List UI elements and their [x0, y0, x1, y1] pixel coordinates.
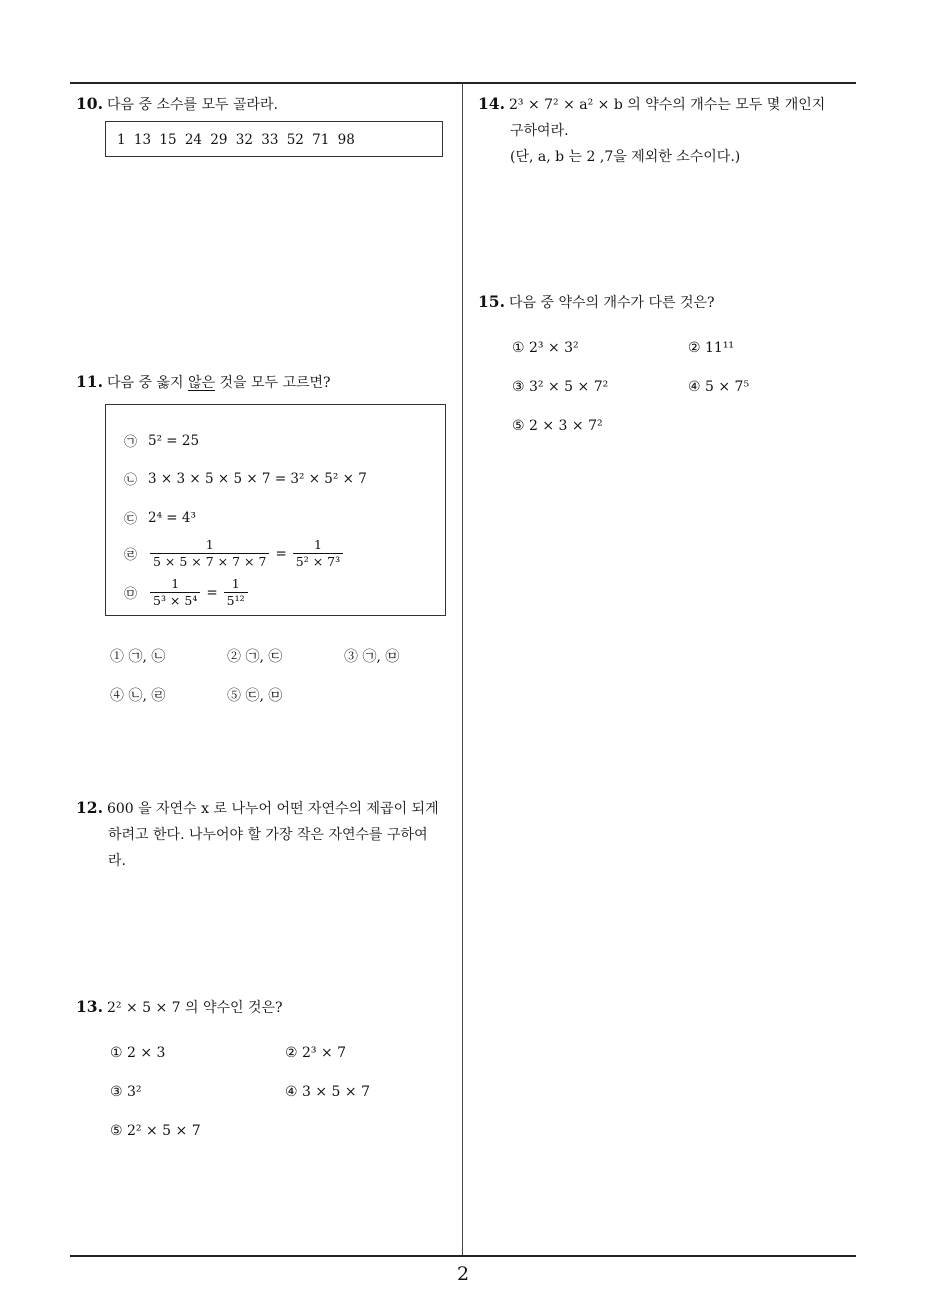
- statement-expression: 5² = 25: [148, 432, 200, 449]
- fraction-denominator: 5² × 7³: [293, 553, 343, 570]
- question-text: 다음 중 약수의 개수가 다른 것은?: [508, 295, 715, 311]
- question-number: 10.: [76, 94, 103, 113]
- top-rule: [70, 82, 856, 84]
- statement-mark: ㉤: [124, 587, 138, 602]
- answer-option-5[interactable]: ⑤ 2 × 3 × 7²: [512, 418, 603, 434]
- statement-d: [124, 537, 345, 570]
- question-13: [76, 994, 283, 1021]
- fraction-left: [150, 576, 200, 609]
- fraction-right: [224, 576, 248, 609]
- question-number: 12.: [76, 798, 103, 817]
- answer-option-4[interactable]: ④ 5 × 7⁵: [688, 379, 750, 395]
- statement-mark: ㉣: [124, 548, 138, 563]
- answer-option-3[interactable]: ③ 3² × 5 × 7²: [512, 379, 609, 395]
- question-text-line: (단, a, b 는 2 ,7을 제외한 소수이다.): [510, 149, 741, 165]
- underlined-word: 않은: [187, 375, 216, 391]
- statement-mark: ㉠: [124, 435, 138, 450]
- question-text-part: 다음 중 옳지: [106, 375, 188, 391]
- statement-mark: ㉡: [124, 473, 138, 488]
- answer-option-1[interactable]: ① ㉠, ㉡: [110, 649, 166, 665]
- fraction-left: [150, 537, 269, 570]
- question-number: 13.: [76, 997, 103, 1016]
- answer-option-2[interactable]: ② 11¹¹: [688, 340, 735, 356]
- question-14: [478, 91, 868, 170]
- fraction-numerator: 1: [171, 576, 180, 591]
- answer-option-4[interactable]: ④ 3 × 5 × 7: [285, 1084, 370, 1100]
- statement-c: [124, 508, 196, 527]
- statement-e: [124, 576, 250, 609]
- fraction-right: [293, 537, 343, 570]
- question-11: [76, 369, 331, 396]
- question-text-line: 하려고 한다. 나누어야 할 가장 작은 자연수를 구하여: [108, 827, 428, 843]
- fraction-numerator: 1: [313, 537, 322, 552]
- question-number: 11.: [76, 372, 103, 391]
- fraction-denominator: 5¹²: [224, 592, 248, 609]
- question-number: 15.: [478, 292, 505, 311]
- question-text-line: 2³ × 7² × a² × b 의 약수의 개수는 모두 몇 개인지: [508, 97, 826, 113]
- fraction-denominator: 5 × 5 × 7 × 7 × 7: [150, 553, 269, 570]
- bottom-rule: [70, 1255, 856, 1257]
- statement-mark: ㉢: [124, 512, 138, 527]
- equals-sign: =: [275, 545, 287, 562]
- number-list-box: 1 13 15 24 29 32 33 52 71 98: [105, 121, 443, 157]
- fraction-numerator: 1: [205, 537, 214, 552]
- question-number: 14.: [478, 94, 505, 113]
- answer-option-5[interactable]: ⑤ 2² × 5 × 7: [110, 1123, 201, 1139]
- fraction-denominator: 5³ × 5⁴: [150, 592, 200, 609]
- answer-option-3[interactable]: ③ ㉠, ㉤: [344, 649, 400, 665]
- question-text-line: 600 을 자연수 x 로 나누어 어떤 자연수의 제곱이 되게: [106, 801, 439, 817]
- answer-option-4[interactable]: ④ ㉡, ㉣: [110, 688, 166, 704]
- answer-option-1[interactable]: ① 2 × 3: [110, 1045, 166, 1061]
- answer-option-5[interactable]: ⑤ ㉢, ㉤: [227, 688, 283, 704]
- fraction-numerator: 1: [231, 576, 240, 591]
- equals-sign: =: [206, 584, 218, 601]
- statements-box: [105, 404, 446, 616]
- question-text: 다음 중 소수를 모두 골라라.: [106, 97, 278, 113]
- answer-option-2[interactable]: ② ㉠, ㉢: [227, 649, 283, 665]
- statement-a: [124, 431, 199, 450]
- statement-b: [124, 469, 367, 488]
- answer-option-3[interactable]: ③ 3²: [110, 1084, 142, 1100]
- answer-option-1[interactable]: ① 2³ × 3²: [512, 340, 579, 356]
- question-text-line: 구하여라.: [510, 123, 569, 139]
- question-text-part: 것을 모두 고르면?: [215, 375, 331, 391]
- question-12: [76, 795, 460, 874]
- question-15: [478, 289, 715, 316]
- page-number: 2: [456, 1263, 470, 1285]
- question-text-line: 라.: [108, 853, 126, 869]
- answer-option-2[interactable]: ② 2³ × 7: [285, 1045, 347, 1061]
- statement-expression: 2⁴ = 4³: [148, 509, 196, 526]
- question-text: 2² × 5 × 7 의 약수인 것은?: [106, 1000, 283, 1016]
- column-divider: [462, 83, 463, 1255]
- question-10: [76, 91, 278, 118]
- statement-expression: 3 × 3 × 5 × 5 × 7 = 3² × 5² × 7: [148, 470, 367, 487]
